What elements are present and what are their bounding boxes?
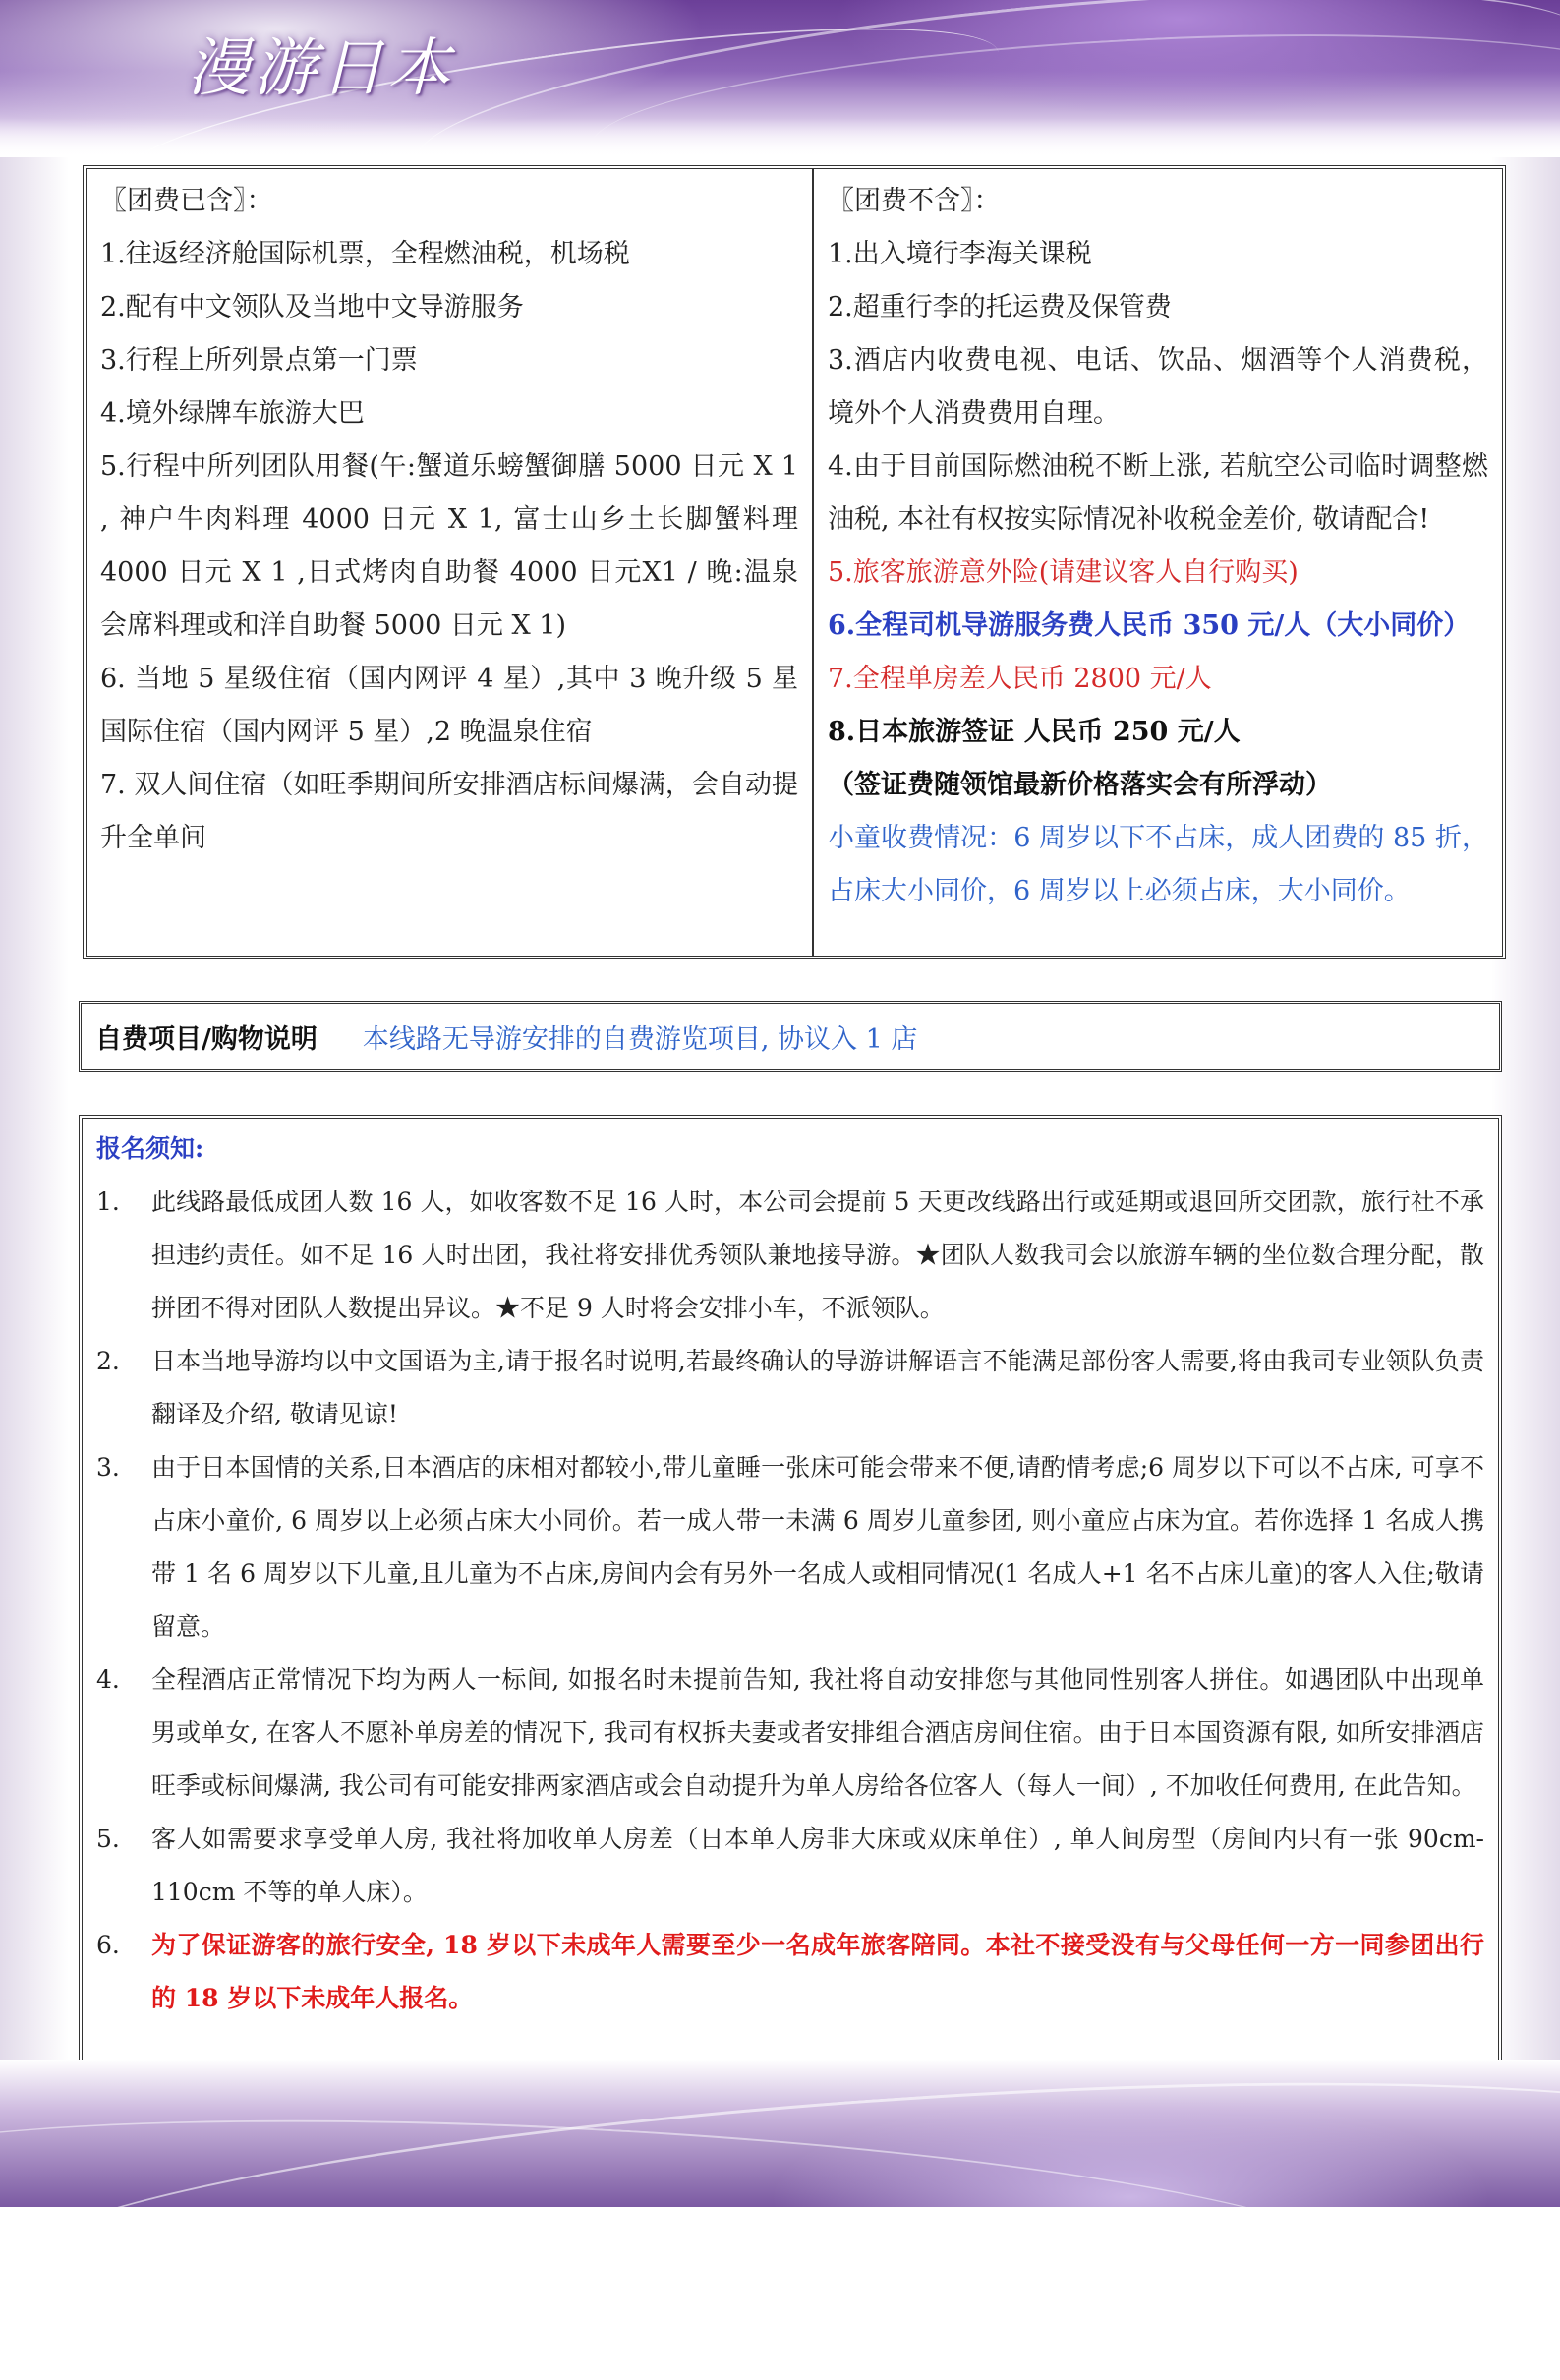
fees-included-item: 1.往返经济舱国际机票，全程燃油税，机场税 (100, 239, 630, 269)
left-edge-shade (0, 0, 69, 2207)
footer-banner (0, 2060, 1560, 2207)
visa-fee-note: （签证费随领馆最新价格落实会有所浮动） (828, 770, 1332, 800)
fees-excluded-heading: 〖团费不含〗： (828, 186, 1001, 216)
list-item (96, 1813, 1484, 1919)
list-item-number: 6. (96, 1931, 120, 1959)
list-item (96, 1176, 1484, 1335)
header-banner (0, 0, 1560, 157)
fees-included-item: 6. 当地 5 星级住宿（国内网评 4 星）,其中 3 晚升级 5 星国际住宿（国内网评 5 星）,2 晚温泉住宿 (100, 664, 798, 747)
self-funded-value: 本线路无导游安排的自费游览项目, 协议入 1 店 (362, 1023, 918, 1055)
fees-included-heading: 〖团费已含〗： (100, 186, 273, 216)
fees-excluded-item: 2.超重行李的托运费及保管费 (828, 292, 1172, 322)
fees-excluded-item-service-fee: 6.全程司机导游服务费人民币 350 元/人（大小同价） (828, 610, 1471, 641)
brand-title: 漫游日本 (187, 32, 454, 105)
fees-included-item: 3.行程上所列景点第一门票 (100, 345, 418, 376)
fees-included-item: 5.行程中所列团队用餐(午:蟹道乐螃蟹御膳 5000 日元 X 1 , 神户牛肉料理 4000 日元 X 1, 富士山乡土长脚蟹料理 4000 日元 X 1 ,日式烤肉自助餐 4000 日元X1 / 晚:温泉会席料理或和洋自助餐 5000 日元 X 1) (100, 451, 798, 641)
list-item (96, 1335, 1484, 1441)
fees-excluded-item-insurance: 5.旅客旅游意外险(请建议客人自行购买) (828, 557, 1299, 588)
self-funded-box (79, 1001, 1502, 1072)
list-item (96, 1441, 1484, 1654)
list-item-number: 2. (96, 1347, 120, 1375)
fees-included-item: 7. 双人间住宿（如旺季期间所安排酒店标间爆满，会自动提升全单间 (100, 770, 798, 853)
fees-included-column (87, 169, 814, 956)
fees-included-item: 2.配有中文领队及当地中文导游服务 (100, 292, 524, 322)
list-item-number: 5. (96, 1825, 120, 1853)
fees-excluded-item: 4.由于目前国际燃油税不断上涨, 若航空公司临时调整燃油税, 本社有权按实际情况补收税金差价, 敬请配合! (828, 451, 1488, 535)
self-funded-label: 自费项目/购物说明 (95, 1023, 318, 1055)
fees-excluded-item-single-supplement: 7.全程单房差人民币 2800 元/人 (828, 664, 1212, 694)
list-item-text: 全程酒店正常情况下均为两人一标间, 如报名时未提前告知, 我社将自动安排您与其他同性别客人拼住。如遇团队中出现单男或单女, 在客人不愿补单房差的情况下, 我司有权拆夫妻或者安排组合酒店房间住宿。由于日本国资源有限, 如所安排酒店旺季或标间爆满, 我公司有可能安排两家酒店或会自动提升为单人房给各位客人（每人一间）, 不加收任何费用, 在此告知。 (151, 1665, 1484, 1800)
fees-included-item: 4.境外绿牌车旅游大巴 (100, 398, 365, 429)
fee-table (83, 165, 1506, 959)
list-item (96, 1654, 1484, 1813)
child-fee-note: 小童收费情况：6 周岁以下不占床，成人团费的 85 折，占床大小同价，6 周岁以上必须占床，大小同价。 (828, 823, 1488, 906)
fees-excluded-item: 1.出入境行李海关课税 (828, 239, 1092, 269)
list-item-text: 此线路最低成团人数 16 人，如收客数不足 16 人时，本公司会提前 5 天更改线路出行或延期或退回所交团款，旅行社不承担违约责任。如不足 16 人时出团，我社将安排优秀领队兼地接导游。★团队人数我司会以旅游车辆的坐位数合理分配，散拼团不得对团队人数提出异议。★不足 9 人时将会安排小车，不派领队。 (151, 1188, 1484, 1322)
list-item-number: 1. (96, 1188, 120, 1216)
list-item-number: 4. (96, 1665, 120, 1694)
list-item-text: 由于日本国情的关系,日本酒店的床相对都较小,带儿童睡一张床可能会带来不便,请酌情考虑;6 周岁以下可以不占床, 可享不占床小童价, 6 周岁以上必须占床大小同价。若一成人带一未满 6 周岁儿童参团, 则小童应占床为宜。若你选择 1 名成人携带 1 名 6 周岁以下儿童,且儿童为不占床,房间内会有另外一名成人或相同情况(1 名成人+1 名不占床儿童)的客人入住;敬请留意。 (151, 1453, 1484, 1641)
fees-excluded-item: 3.酒店内收费电视、电话、饮品、烟酒等个人消费税，境外个人消费费用自理。 (828, 345, 1488, 429)
registration-heading: 报名须知: (96, 1134, 204, 1163)
fees-excluded-item-visa: 8.日本旅游签证 人民币 250 元/人 (828, 717, 1241, 747)
registration-notes (79, 1115, 1502, 2070)
fees-excluded-column (814, 169, 1502, 956)
list-item-warning (96, 1919, 1484, 2025)
list-item-text: 客人如需要求享受单人房, 我社将加收单人房差（日本单人房非大床或双床单住）, 单人间房型（房间内只有一张 90cm-110cm 不等的单人床）。 (151, 1825, 1484, 1906)
list-item-text: 日本当地导游均以中文国语为主,请于报名时说明,若最终确认的导游讲解语言不能满足部份客人需要,将由我司专业领队负责翻译及介绍, 敬请见谅! (151, 1347, 1484, 1428)
list-item-text: 为了保证游客的旅行安全, 18 岁以下未成年人需要至少一名成年旅客陪同。本社不接受没有与父母任何一方一同参团出行的 18 岁以下未成年人报名。 (151, 1931, 1484, 2012)
list-item-number: 3. (96, 1453, 120, 1481)
